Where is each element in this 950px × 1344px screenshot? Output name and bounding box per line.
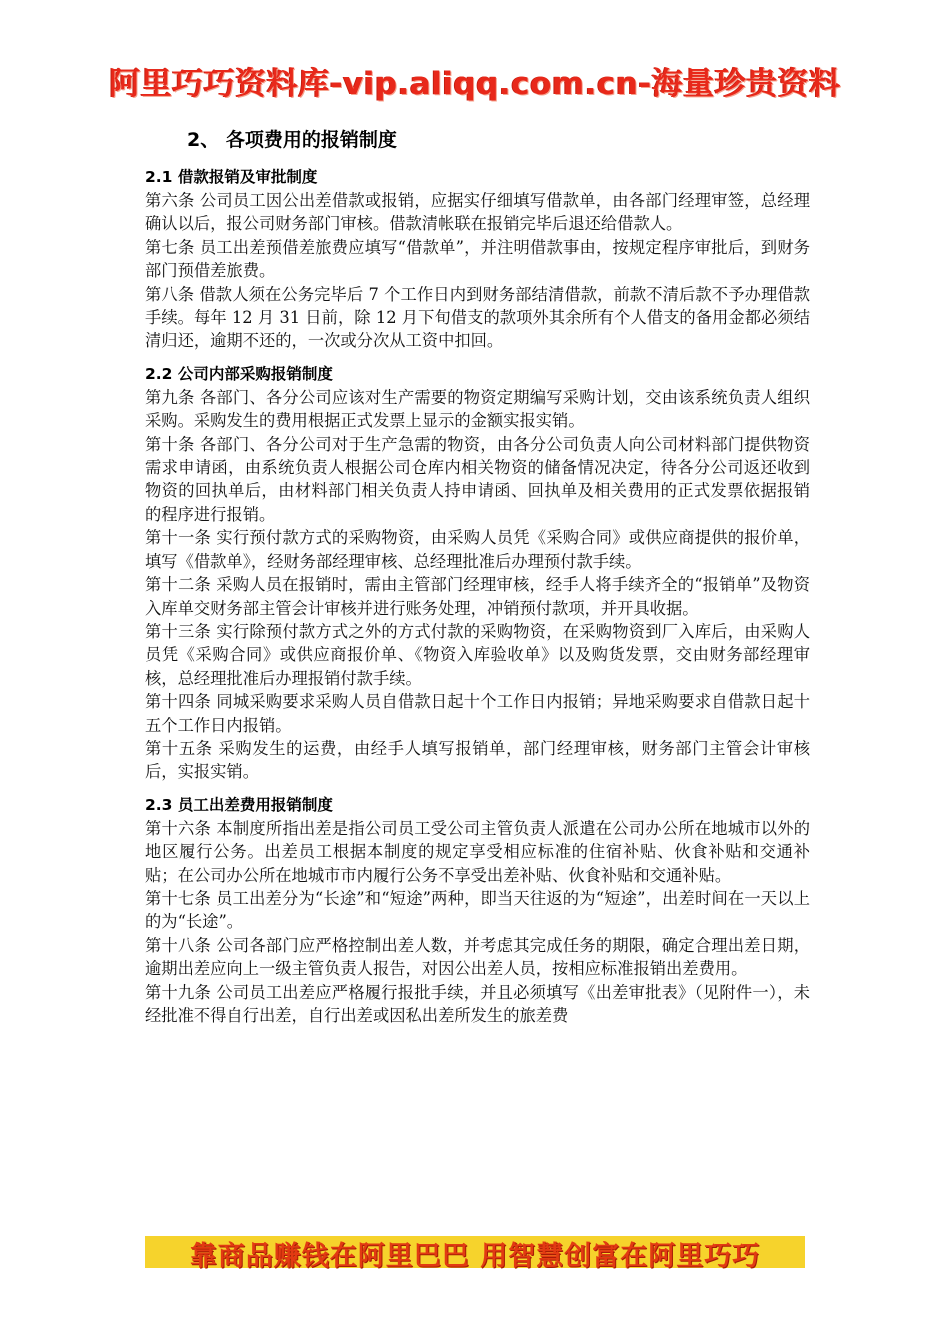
paragraph: 第十八条 公司各部门应严格控制出差人数，并考虑其完成任务的期限，确定合理出差日期，逾期出差应向上一级主管负责人报告，对因公出差人员，按相应标准报销出差费用。 xyxy=(145,935,810,979)
paragraph: 第十六条 本制度所指出差是指公司员工受公司主管负责人派遣在公司办公所在地城市以外的地区履行公务。出差员工根据本制度的规定享受相应标准的住宿补贴、伙食补贴和交通补贴；在公司办公所在地城市市内履行公务不享受出差补贴、伙食补贴和交通补贴。 xyxy=(145,818,810,885)
paragraph: 第十七条 员工出差分为“长途”和“短途”两种，即当天往返的为“短途”，出差时间在一天以上的为“长途”。 xyxy=(145,888,810,932)
section-2-2 xyxy=(145,363,810,784)
header-banner: 阿里巧巧资料库-vip.aliqq.com.cn-海量珍贵资料 xyxy=(109,66,841,102)
paragraph: 第九条 各部门、各分公司应该对生产需要的物资定期编写采购计划，交由该系统负责人组织采购。采购发生的费用根据正式发票上显示的金额实报实销。 xyxy=(145,387,810,431)
paragraph: 第十九条 公司员工出差应严格履行报批手续，并且必须填写《出差审批表》（见附件一），未经批准不得自行出差，自行出差或因私出差所发生的旅差费 xyxy=(145,982,810,1025)
paragraph: 第十四条 同城采购要求采购人员自借款日起十个工作日内报销；异地采购要求自借款日起十五个工作日内报销。 xyxy=(145,692,810,735)
paragraph: 第十条 各部门、各分公司对于生产急需的物资，由各分公司负责人向公司材料部门提供物资需求申请函，由系统负责人根据公司仓库内相关物资的储备情况决定，待各分公司返还收到物资的回执单后，由材料部门相关负责人持申请函、回执单及相关费用的正式发票依据报销的程序进行报销。 xyxy=(145,434,810,524)
section-2-1 xyxy=(145,166,810,353)
footer-banner xyxy=(145,1236,805,1272)
section-title: 2.1 借款报销及审批制度 xyxy=(145,168,318,186)
page-heading: 2、 各项费用的报销制度 xyxy=(187,129,397,151)
paragraph: 第七条 员工出差预借差旅费应填写“借款单”，并注明借款事由，按规定程序审批后，到财务部门预借差旅费。 xyxy=(145,237,810,281)
paragraph: 第八条 借款人须在公务完毕后 7 个工作日内到财务部结清借款，前款不清后款不予办理借款手续。每年 12 月 31 日前，除 12 月下旬借支的款项外其余所有个人借支的备用金都必须结清归还，逾期不还的，一次或分次从工资中扣回。 xyxy=(145,284,810,351)
paragraph: 第十三条 实行除预付款方式之外的方式付款的采购物资，在采购物资到厂入库后，由采购人员凭《采购合同》或供应商报价单、《物资入库验收单》以及购货发票，交由财务部经理审核，总经理批准后办理报销付款手续。 xyxy=(145,621,810,688)
footer-banner-text: 靠商品赚钱在阿里巴巴 用智慧创富在阿里巧巧 xyxy=(189,1241,761,1272)
paragraph: 第六条 公司员工因公出差借款或报销，应据实仔细填写借款单，由各部门经理审签，总经理确认以后，报公司财务部门审核。借款清帐联在报销完毕后退还给借款人。 xyxy=(145,191,810,234)
section-title: 2.2 公司内部采购报销制度 xyxy=(145,364,333,383)
paragraph: 第十一条 实行预付款方式的采购物资，由采购人员凭《采购合同》或供应商提供的报价单，填写《借款单》，经财务部经理审核、总经理批准后办理预付款手续。 xyxy=(145,528,810,571)
paragraph: 第十五条 采购发生的运费，由经手人填写报销单，部门经理审核，财务部门主管会计审核后，实报实销。 xyxy=(145,738,810,782)
paragraph: 第十二条 采购人员在报销时，需由主管部门经理审核，经手人将手续齐全的“报销单”及物资入库单交财务部主管会计审核并进行账务处理，冲销预付款项，并开具收据。 xyxy=(145,575,810,618)
document-body xyxy=(145,125,810,1037)
section-2-3 xyxy=(145,794,810,1028)
section-title: 2.3 员工出差费用报销制度 xyxy=(145,795,333,814)
